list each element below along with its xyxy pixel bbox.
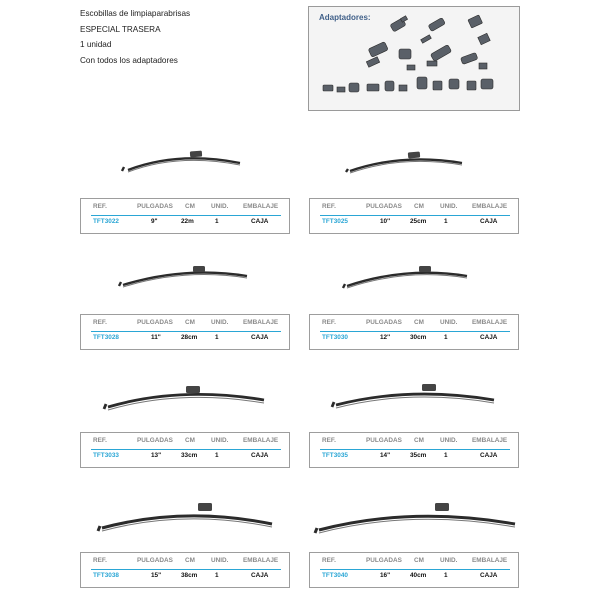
wiper-adapter-icon xyxy=(399,49,415,70)
table-header xyxy=(81,319,289,331)
intro-line-2: ESPECIAL TRASERA xyxy=(80,24,161,34)
product-embalaje: CAJA xyxy=(251,334,269,341)
header-cm: CM xyxy=(414,319,424,326)
wiper-adapter-icon xyxy=(421,18,446,44)
table-row xyxy=(310,334,518,346)
product-unid: 1 xyxy=(215,334,219,341)
wiper-blade-icon xyxy=(94,500,276,536)
divider xyxy=(320,569,510,570)
divider xyxy=(91,215,281,216)
product-cm: 28cm xyxy=(181,334,198,341)
product-card xyxy=(309,432,519,468)
divider xyxy=(320,215,510,216)
product-ref: TFT3038 xyxy=(93,572,119,579)
header-embalaje: EMBALAJE xyxy=(472,319,508,326)
wiper-adapter-icon xyxy=(367,81,407,91)
product-card xyxy=(80,552,290,588)
header-ref: REF. xyxy=(322,557,336,564)
intro-line-3: 1 unidad xyxy=(80,40,112,49)
divider xyxy=(320,331,510,332)
header-pulgadas: PULGADAS xyxy=(366,437,402,444)
product-pulgadas: 13" xyxy=(151,452,162,459)
header-embalaje: EMBALAJE xyxy=(243,557,279,564)
header-unid: UNID. xyxy=(211,557,229,564)
table-row xyxy=(81,452,289,464)
wiper-adapter-icon xyxy=(427,45,452,66)
product-ref: TFT3035 xyxy=(322,452,348,459)
table-header xyxy=(81,557,289,569)
header-pulgadas: PULGADAS xyxy=(366,557,402,564)
product-ref: TFT3033 xyxy=(93,452,119,459)
product-cm: 33cm xyxy=(181,452,198,459)
header-unid: UNID. xyxy=(211,319,229,326)
product-card xyxy=(80,198,290,234)
wiper-adapter-icon xyxy=(323,83,359,92)
product-card xyxy=(80,314,290,350)
product-card xyxy=(309,314,519,350)
product-cm: 38cm xyxy=(181,572,198,579)
product-unid: 1 xyxy=(444,572,448,579)
table-header xyxy=(310,203,518,215)
header-embalaje: EMBALAJE xyxy=(472,557,508,564)
table-header xyxy=(81,437,289,449)
table-row xyxy=(310,452,518,464)
product-ref: TFT3040 xyxy=(322,572,348,579)
product-cm: 22m xyxy=(181,218,194,225)
wiper-adapter-icon xyxy=(460,52,487,69)
wiper-blade-icon xyxy=(337,262,477,292)
header-cm: CM xyxy=(414,437,424,444)
header-cm: CM xyxy=(185,437,195,444)
product-ref: TFT3028 xyxy=(93,334,119,341)
product-cm: 35cm xyxy=(410,452,427,459)
header-pulgadas: PULGADAS xyxy=(366,319,402,326)
product-pulgadas: 14" xyxy=(380,452,391,459)
header-unid: UNID. xyxy=(211,437,229,444)
product-embalaje: CAJA xyxy=(251,218,269,225)
divider xyxy=(320,449,510,450)
product-unid: 1 xyxy=(444,218,448,225)
intro-line-4: Con todos los adaptadores xyxy=(80,55,178,65)
header-unid: UNID. xyxy=(440,437,458,444)
header-unid: UNID. xyxy=(211,203,229,210)
product-card xyxy=(80,432,290,468)
wiper-blade-icon xyxy=(340,145,470,177)
header-embalaje: EMBALAJE xyxy=(243,203,279,210)
table-header xyxy=(81,203,289,215)
table-row xyxy=(81,218,289,230)
wiper-adapter-icon xyxy=(468,15,490,45)
header-pulgadas: PULGADAS xyxy=(137,203,173,210)
table-header xyxy=(310,319,518,331)
product-unid: 1 xyxy=(444,452,448,459)
product-description xyxy=(80,6,190,68)
product-embalaje: CAJA xyxy=(251,452,269,459)
product-cm: 30cm xyxy=(410,334,427,341)
wiper-blade-icon xyxy=(311,500,521,538)
table-row xyxy=(81,572,289,584)
intro-line-1: Escobillas de limpiaparabrisas xyxy=(80,9,191,18)
header-ref: REF. xyxy=(322,437,336,444)
table-row xyxy=(310,572,518,584)
product-pulgadas: 15" xyxy=(151,572,162,579)
header-ref: REF. xyxy=(93,319,107,326)
product-embalaje: CAJA xyxy=(251,572,269,579)
header-cm: CM xyxy=(414,557,424,564)
table-row xyxy=(81,334,289,346)
product-embalaje: CAJA xyxy=(480,452,498,459)
product-pulgadas: 11" xyxy=(151,334,161,341)
wiper-adapter-icon xyxy=(366,42,388,68)
header-pulgadas: PULGADAS xyxy=(137,437,173,444)
header-unid: UNID. xyxy=(440,557,458,564)
divider xyxy=(91,331,281,332)
wiper-adapter-icon xyxy=(467,79,493,90)
header-ref: REF. xyxy=(93,437,107,444)
product-ref: TFT3030 xyxy=(322,334,348,341)
wiper-blade-icon xyxy=(100,382,270,416)
header-ref: REF. xyxy=(322,319,336,326)
product-unid: 1 xyxy=(215,218,219,225)
adapters-illustration xyxy=(309,7,519,110)
header-embalaje: EMBALAJE xyxy=(243,437,279,444)
header-embalaje: EMBALAJE xyxy=(472,203,508,210)
product-cm: 25cm xyxy=(410,218,427,225)
wiper-blade-icon xyxy=(115,262,255,292)
header-cm: CM xyxy=(414,203,424,210)
header-embalaje: EMBALAJE xyxy=(472,437,508,444)
header-pulgadas: PULGADAS xyxy=(366,203,402,210)
header-pulgadas: PULGADAS xyxy=(137,319,173,326)
product-pulgadas: 12'' xyxy=(380,334,391,341)
wiper-blade-icon xyxy=(328,380,500,414)
product-ref: TFT3022 xyxy=(93,218,119,225)
header-ref: REF. xyxy=(322,203,336,210)
header-cm: CM xyxy=(185,557,195,564)
header-cm: CM xyxy=(185,203,195,210)
wiper-adapter-icon xyxy=(390,16,408,32)
header-cm: CM xyxy=(185,319,195,326)
divider xyxy=(91,569,281,570)
product-embalaje: CAJA xyxy=(480,572,498,579)
product-embalaje: CAJA xyxy=(480,334,498,341)
product-embalaje: CAJA xyxy=(480,218,498,225)
wiper-adapter-icon xyxy=(417,77,459,90)
product-unid: 1 xyxy=(215,452,219,459)
product-pulgadas: 16" xyxy=(380,572,391,579)
header-ref: REF. xyxy=(93,557,107,564)
product-ref: TFT3025 xyxy=(322,218,348,225)
product-pulgadas: 9" xyxy=(151,218,158,225)
divider xyxy=(91,449,281,450)
header-embalaje: EMBALAJE xyxy=(243,319,279,326)
product-pulgadas: 10'' xyxy=(380,218,391,225)
product-unid: 1 xyxy=(215,572,219,579)
table-header xyxy=(310,437,518,449)
header-unid: UNID. xyxy=(440,319,458,326)
table-header xyxy=(310,557,518,569)
header-ref: REF. xyxy=(93,203,107,210)
wiper-blade-icon xyxy=(118,145,248,177)
adapters-panel xyxy=(308,6,520,111)
table-row xyxy=(310,218,518,230)
product-cm: 40cm xyxy=(410,572,427,579)
product-card xyxy=(309,552,519,588)
header-unid: UNID. xyxy=(440,203,458,210)
product-card xyxy=(309,198,519,234)
header-pulgadas: PULGADAS xyxy=(137,557,173,564)
adapters-title: Adaptadores: xyxy=(319,13,371,22)
product-unid: 1 xyxy=(444,334,448,341)
